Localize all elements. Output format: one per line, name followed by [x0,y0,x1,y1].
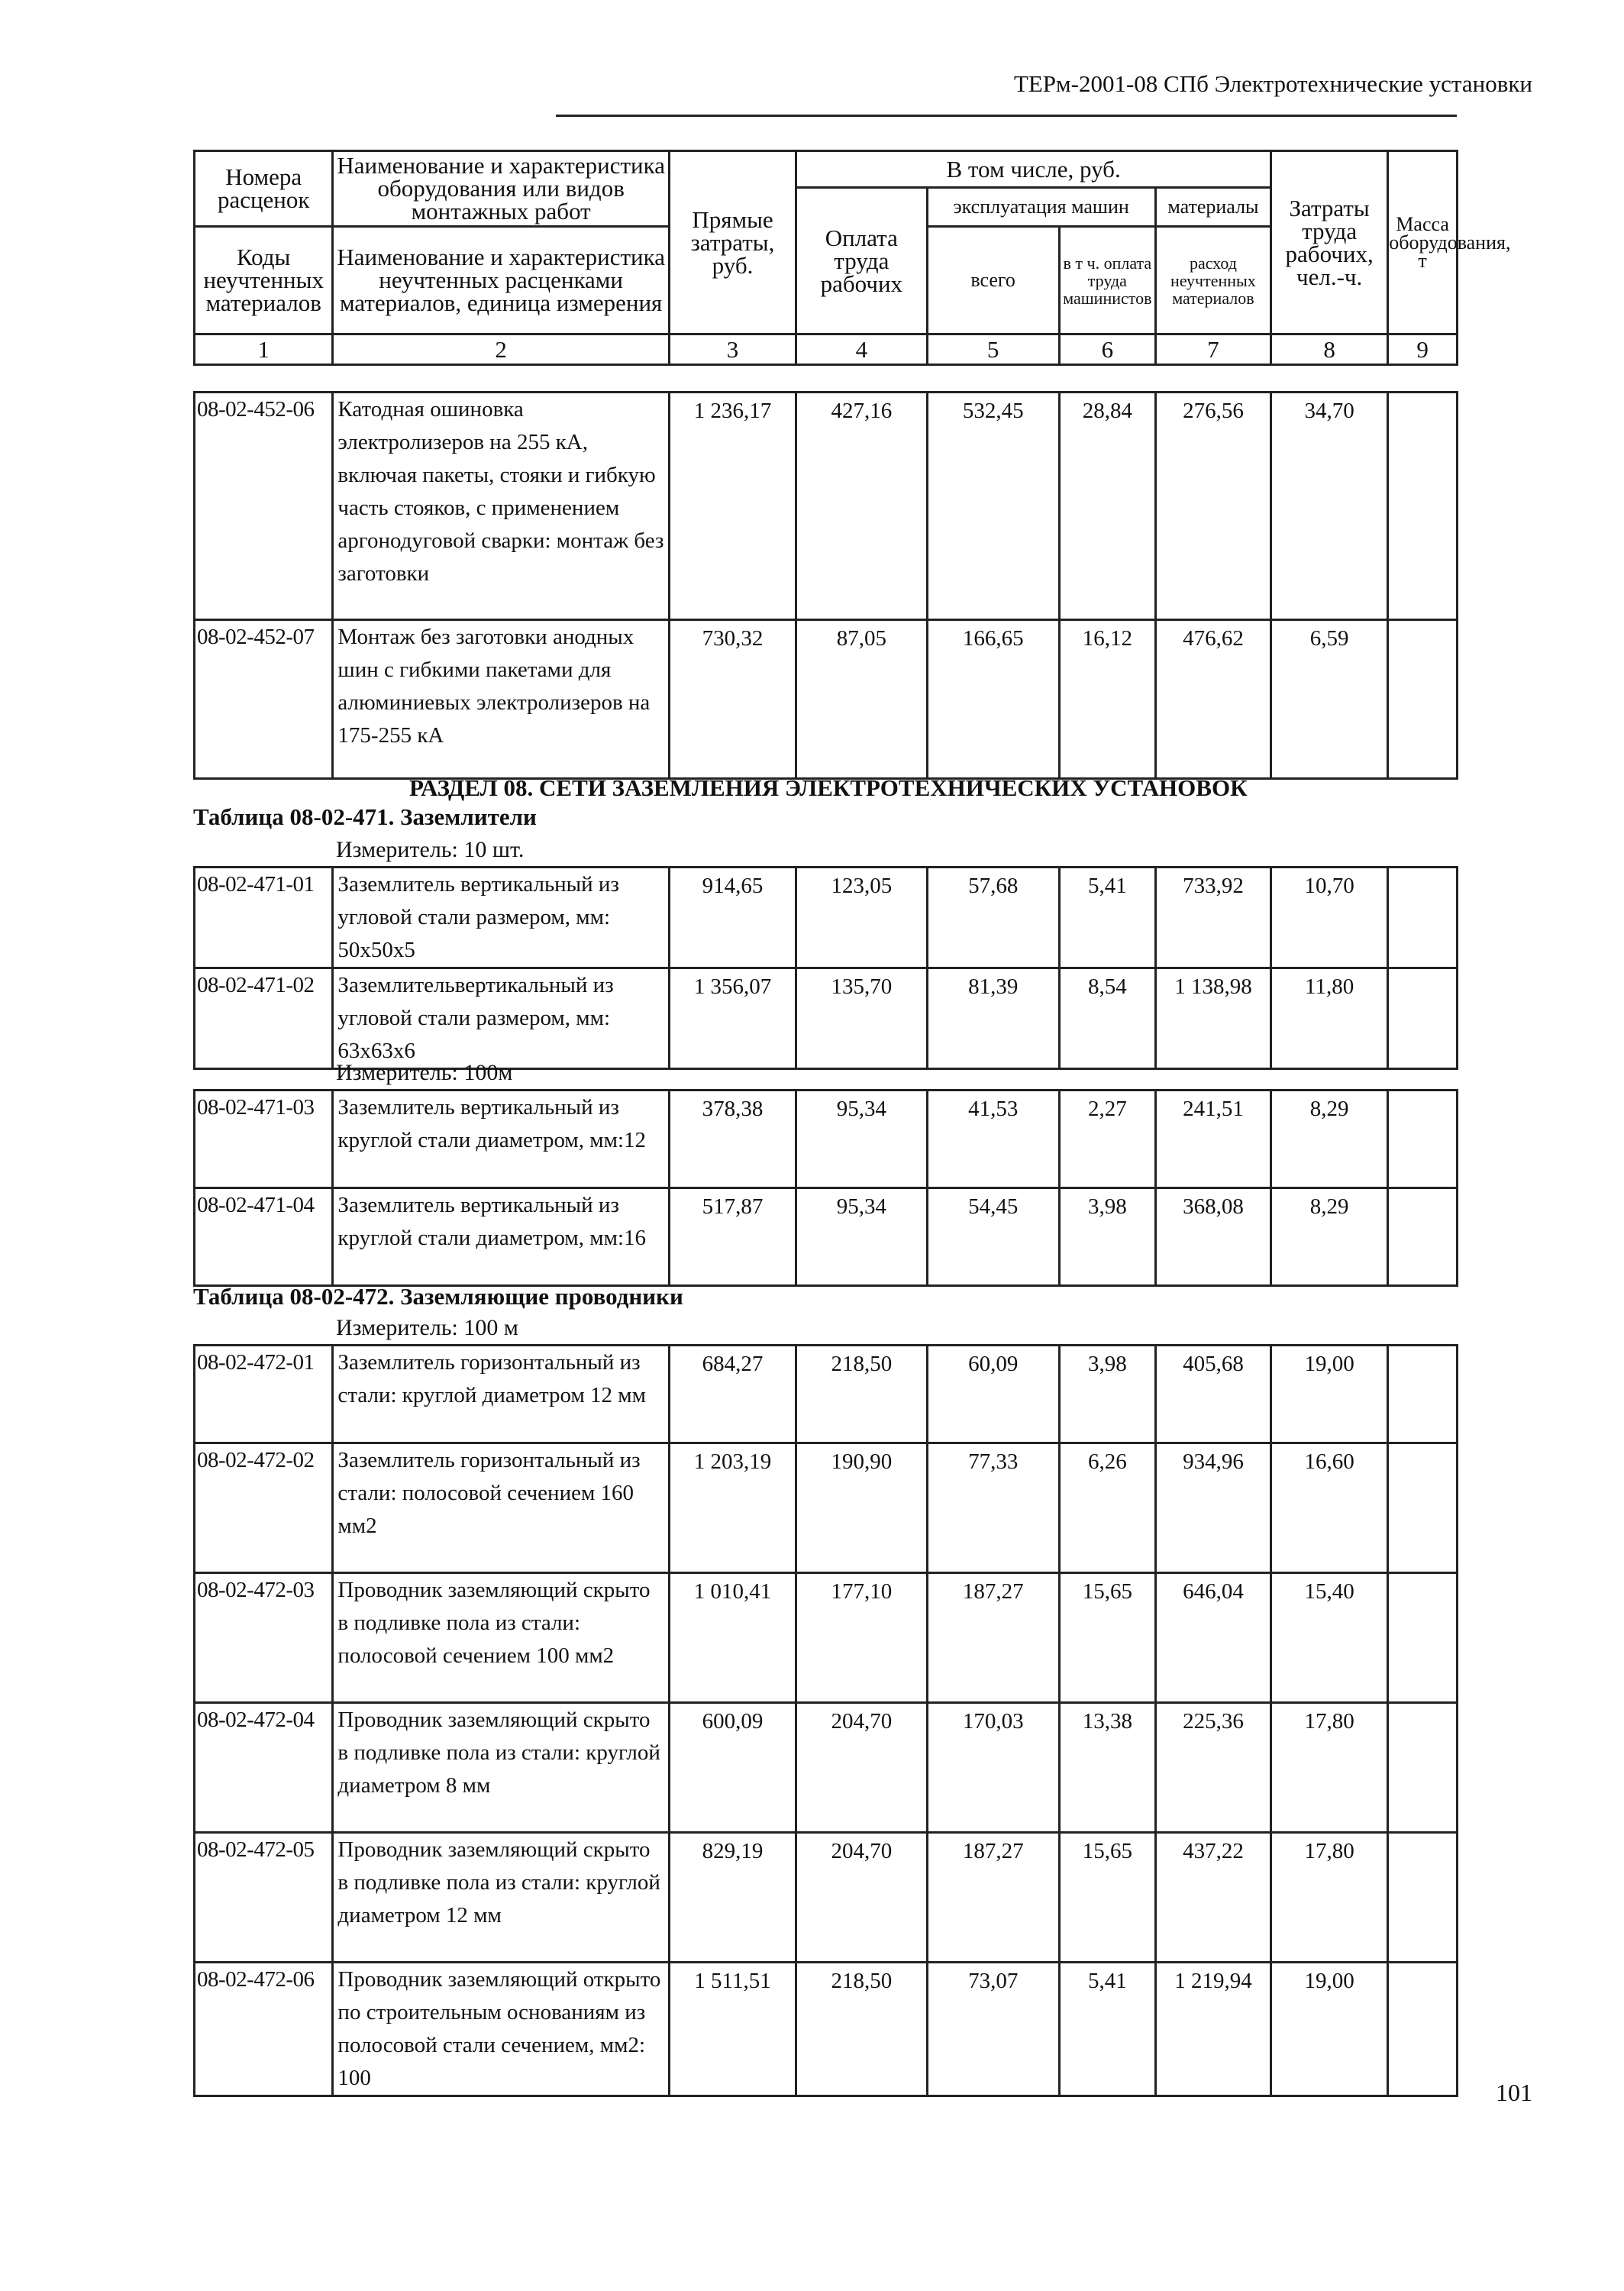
col6-header: в т ч. оплата труда машинистов [1059,227,1155,334]
machine-cost-cell: 57,68 [927,868,1059,968]
direct-cost-cell: 378,38 [669,1091,796,1188]
labor-hours-cell: 16,60 [1271,1443,1388,1573]
table-row [195,1963,1458,2096]
direct-cost-cell: 1 236,17 [669,393,796,620]
equipment-mass-cell [1388,1963,1458,2096]
meter-label: Измеритель: 10 шт. [336,837,525,862]
work-name-cell: Заземлительвертикальный из угловой стали размером, мм: 63х63х6 [333,968,669,1069]
machine-cost-cell: 77,33 [927,1443,1059,1573]
labor-cost-cell: 204,70 [796,1703,927,1833]
table-row [195,1443,1458,1573]
machine-cost-cell: 187,27 [927,1833,1059,1963]
rate-code-cell: 08-02-452-06 [195,393,333,620]
col-number: 6 [1059,334,1155,365]
equipment-mass-cell [1388,968,1458,1069]
table-row [195,1346,1458,1443]
material-cost-cell: 368,08 [1155,1188,1270,1286]
col1-bottom-header: Коды неучтенных материалов [195,227,333,334]
equipment-mass-cell [1388,393,1458,620]
direct-cost-cell: 730,32 [669,620,796,779]
col-number: 7 [1155,334,1270,365]
labor-cost-cell: 177,10 [796,1573,927,1703]
operator-wage-cell: 5,41 [1059,1963,1155,2096]
materials-header: материалы [1155,188,1270,227]
operator-wage-cell: 28,84 [1059,393,1155,620]
machine-cost-cell: 41,53 [927,1091,1059,1188]
header-rule [556,115,1457,117]
table-472-title: Таблица 08-02-472. Заземляющие проводники [193,1283,683,1310]
equipment-mass-cell [1388,1188,1458,1286]
operator-wage-cell: 15,65 [1059,1833,1155,1963]
material-cost-cell: 1 219,94 [1155,1963,1270,2096]
equipment-mass-cell [1388,1573,1458,1703]
work-name-cell: Катодная ошиновка электролизеров на 255 кА, включая пакеты, стояки и гибкую часть стояков, с применением аргонодуговой сварки: монтаж без заготовки [333,393,669,620]
rate-code-cell: 08-02-452-07 [195,620,333,779]
material-cost-cell: 225,36 [1155,1703,1270,1833]
labor-cost-cell: 95,34 [796,1091,927,1188]
column-header-table [193,150,1511,366]
running-header: ТЕРм-2001-08 СПб Электротехнические установки [1013,70,1532,97]
material-cost-cell: 276,56 [1155,393,1270,620]
labor-hours-cell: 10,70 [1271,868,1388,968]
rates-table-472 [193,1344,1458,2097]
col5-header: всего [927,227,1059,334]
material-cost-cell: 405,68 [1155,1346,1270,1443]
labor-hours-cell: 17,80 [1271,1833,1388,1963]
rates-table-471-b [193,1089,1458,1287]
machine-cost-cell: 60,09 [927,1346,1059,1443]
section-title: РАЗДЕЛ 08. СЕТИ ЗАЗЕМЛЕНИЯ ЭЛЕКТРОТЕХНИЧЕСКИХ УСТАНОВОК [409,774,1248,801]
machine-cost-cell: 81,39 [927,968,1059,1069]
machines-header: эксплуатация машин [927,188,1155,227]
table-row [195,1573,1458,1703]
equipment-mass-cell [1388,1346,1458,1443]
labor-hours-cell: 6,59 [1271,620,1388,779]
col8-header: Затраты труда рабочих, чел.-ч. [1271,151,1388,334]
work-name-cell: Проводник заземляющий скрыто в подливке пола из стали: полосовой сечением 100 мм2 [333,1573,669,1703]
operator-wage-cell: 2,27 [1059,1091,1155,1188]
material-cost-cell: 241,51 [1155,1091,1270,1188]
material-cost-cell: 437,22 [1155,1833,1270,1963]
material-cost-cell: 934,96 [1155,1443,1270,1573]
operator-wage-cell: 15,65 [1059,1573,1155,1703]
material-cost-cell: 476,62 [1155,620,1270,779]
labor-hours-cell: 8,29 [1271,1091,1388,1188]
rates-table-471-a [193,866,1458,1070]
rate-code-cell: 08-02-472-01 [195,1346,333,1443]
table-row [195,1091,1458,1188]
col-number: 2 [333,334,669,365]
table-row [195,868,1458,968]
labor-cost-cell: 218,50 [796,1346,927,1443]
labor-hours-cell: 17,80 [1271,1703,1388,1833]
labor-cost-cell: 190,90 [796,1443,927,1573]
table-row [195,393,1458,620]
operator-wage-cell: 13,38 [1059,1703,1155,1833]
group-header: В том числе, руб. [796,151,1271,188]
labor-cost-cell: 204,70 [796,1833,927,1963]
work-name-cell: Заземлитель вертикальный из круглой стали диаметром, мм:16 [333,1188,669,1286]
col9-header: Масса оборудования, т [1388,151,1458,334]
operator-wage-cell: 3,98 [1059,1346,1155,1443]
rate-code-cell: 08-02-471-04 [195,1188,333,1286]
direct-cost-cell: 1 511,51 [669,1963,796,2096]
direct-cost-cell: 1 203,19 [669,1443,796,1573]
table-row [195,620,1458,779]
operator-wage-cell: 5,41 [1059,868,1155,968]
rate-code-cell: 08-02-472-06 [195,1963,333,2096]
col-number: 5 [927,334,1059,365]
operator-wage-cell: 16,12 [1059,620,1155,779]
meter-label: Измеритель: 100 м [336,1315,518,1340]
machine-cost-cell: 187,27 [927,1573,1059,1703]
col7-header: расход неучтенных материалов [1155,227,1270,334]
work-name-cell: Заземлитель вертикальный из угловой стали размером, мм: 50х50х5 [333,868,669,968]
operator-wage-cell: 3,98 [1059,1188,1155,1286]
direct-cost-cell: 517,87 [669,1188,796,1286]
direct-cost-cell: 914,65 [669,868,796,968]
col-number: 8 [1271,334,1388,365]
operator-wage-cell: 8,54 [1059,968,1155,1069]
material-cost-cell: 1 138,98 [1155,968,1270,1069]
meter-label: Измеритель: 100м [336,1060,513,1085]
table-row [195,1703,1458,1833]
machine-cost-cell: 166,65 [927,620,1059,779]
col-number: 9 [1388,334,1458,365]
work-name-cell: Монтаж без заготовки анодных шин с гибкими пакетами для алюминиевых электролизеров на 175-255 кА [333,620,669,779]
col1-top-header: Номера расценок [195,151,333,227]
col-number: 1 [195,334,333,365]
material-cost-cell: 733,92 [1155,868,1270,968]
labor-hours-cell: 19,00 [1271,1346,1388,1443]
col-number: 4 [796,334,927,365]
equipment-mass-cell [1388,1091,1458,1188]
col3-header: Прямые затраты, руб. [669,151,796,334]
direct-cost-cell: 1 010,41 [669,1573,796,1703]
rate-code-cell: 08-02-472-05 [195,1833,333,1963]
material-cost-cell: 646,04 [1155,1573,1270,1703]
labor-cost-cell: 218,50 [796,1963,927,2096]
work-name-cell: Проводник заземляющий скрыто в подливке пола из стали: круглой диаметром 8 мм [333,1703,669,1833]
operator-wage-cell: 6,26 [1059,1443,1155,1573]
equipment-mass-cell [1388,1443,1458,1573]
labor-hours-cell: 15,40 [1271,1573,1388,1703]
equipment-mass-cell [1388,1703,1458,1833]
rate-code-cell: 08-02-472-04 [195,1703,333,1833]
rate-code-cell: 08-02-471-01 [195,868,333,968]
labor-hours-cell: 11,80 [1271,968,1388,1069]
labor-cost-cell: 135,70 [796,968,927,1069]
labor-hours-cell: 34,70 [1271,393,1388,620]
machine-cost-cell: 73,07 [927,1963,1059,2096]
rate-code-cell: 08-02-472-03 [195,1573,333,1703]
labor-hours-cell: 19,00 [1271,1963,1388,2096]
page-number: 101 [1496,2079,1532,2106]
rate-code-cell: 08-02-472-02 [195,1443,333,1573]
machine-cost-cell: 54,45 [927,1188,1059,1286]
rates-table-452 [193,391,1458,780]
direct-cost-cell: 829,19 [669,1833,796,1963]
table-471-title: Таблица 08-02-471. Заземлители [193,803,537,830]
equipment-mass-cell [1388,1833,1458,1963]
work-name-cell: Проводник заземляющий скрыто в подливке пола из стали: круглой диаметром 12 мм [333,1833,669,1963]
equipment-mass-cell [1388,868,1458,968]
labor-hours-cell: 8,29 [1271,1188,1388,1286]
direct-cost-cell: 684,27 [669,1346,796,1443]
table-row [195,1833,1458,1963]
direct-cost-cell: 1 356,07 [669,968,796,1069]
work-name-cell: Заземлитель вертикальный из круглой стали диаметром, мм:12 [333,1091,669,1188]
equipment-mass-cell [1388,620,1458,779]
table-row [195,968,1458,1069]
labor-cost-cell: 87,05 [796,620,927,779]
labor-cost-cell: 95,34 [796,1188,927,1286]
work-name-cell: Заземлитель горизонтальный из стали: круглой диаметром 12 мм [333,1346,669,1443]
rate-code-cell: 08-02-471-02 [195,968,333,1069]
direct-cost-cell: 600,09 [669,1703,796,1833]
work-name-cell: Заземлитель горизонтальный из стали: полосовой сечением 160 мм2 [333,1443,669,1573]
col4-header: Оплата труда рабочих [796,188,927,334]
labor-cost-cell: 427,16 [796,393,927,620]
machine-cost-cell: 532,45 [927,393,1059,620]
labor-cost-cell: 123,05 [796,868,927,968]
col-number: 3 [669,334,796,365]
table-row [195,1188,1458,1286]
machine-cost-cell: 170,03 [927,1703,1059,1833]
col2-bottom-header: Наименование и характеристика неучтенных расценками материалов, единица измерения [333,227,669,334]
rate-code-cell: 08-02-471-03 [195,1091,333,1188]
col2-top-header: Наименование и характеристика оборудования или видов монтажных работ [333,151,669,227]
work-name-cell: Проводник заземляющий открыто по строительным основаниям из полосовой стали сечением, мм2: 100 [333,1963,669,2096]
